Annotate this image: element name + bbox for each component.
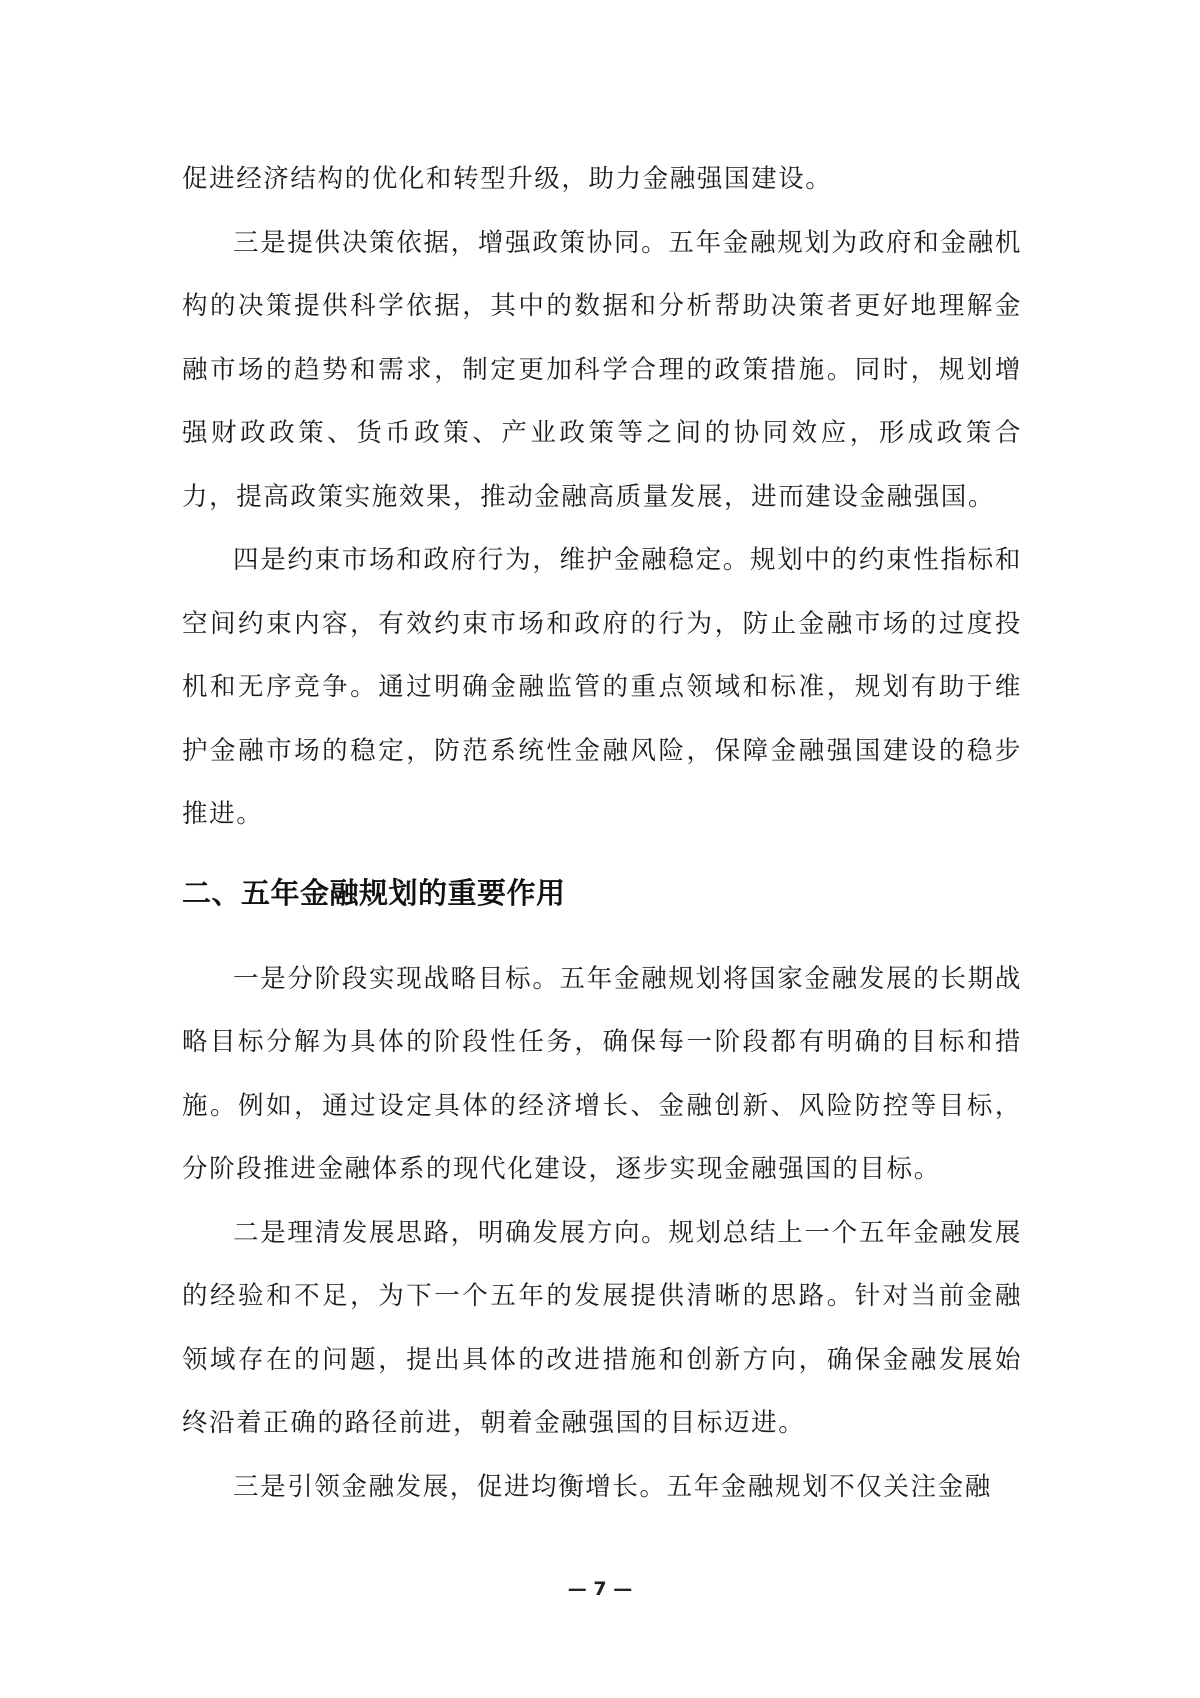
paragraph-decision-basis: 三是提供决策依据，增强政策协同。五年金融规划为政府和金融机构的决策提供科学依据，其中的数据和分析帮助决策者更好地理解金融市场的趋势和需求，制定更加科学合理的政策措施。同时，规划增强财政政策、货币政策、产业政策等之间的协同效应，形成政策合力，提高政策实施效果，推动金融高质量发展，进而建设金融强国。 (182, 227, 1022, 512)
paragraph-balanced-growth: 三是引领金融发展，促进均衡增长。五年金融规划不仅关注金融 (233, 1471, 992, 1502)
paragraph-market-constraint: 四是约束市场和政府行为，维护金融稳定。规划中的约束性指标和空间约束内容，有效约束市场和政府的行为，防止金融市场的过度投机和无序竞争。通过明确金融监管的重点领域和标准，规划有助于维护金融市场的稳定，防范系统性金融风险，保障金融强国建设的稳步推进。 (182, 545, 1022, 829)
section-heading: 二、五年金融规划的重要作用 (182, 875, 566, 910)
page-number: — 7 — (567, 1578, 633, 1600)
paragraph-strategic-goals: 一是分阶段实现战略目标。五年金融规划将国家金融发展的长期战略目标分解为具体的阶段性任务，确保每一阶段都有明确的目标和措施。例如，通过设定具体的经济增长、金融创新、风险防控等目标，分阶段推进金融体系的现代化建设，逐步实现金融强国的目标。 (182, 963, 1022, 1184)
paragraph-development-direction: 二是理清发展思路，明确发展方向。规划总结上一个五年金融发展的经验和不足，为下一个五年的发展提供清晰的思路。针对当前金融领域存在的问题，提出具体的改进措施和创新方向，确保金融发展始终沿着正确的路径前进，朝着金融强国的目标迈进。 (182, 1217, 1022, 1438)
page-body (182, 148, 1022, 1519)
paragraph-continuation: 促进经济结构的优化和转型升级，助力金融强国建设。 (182, 164, 833, 194)
